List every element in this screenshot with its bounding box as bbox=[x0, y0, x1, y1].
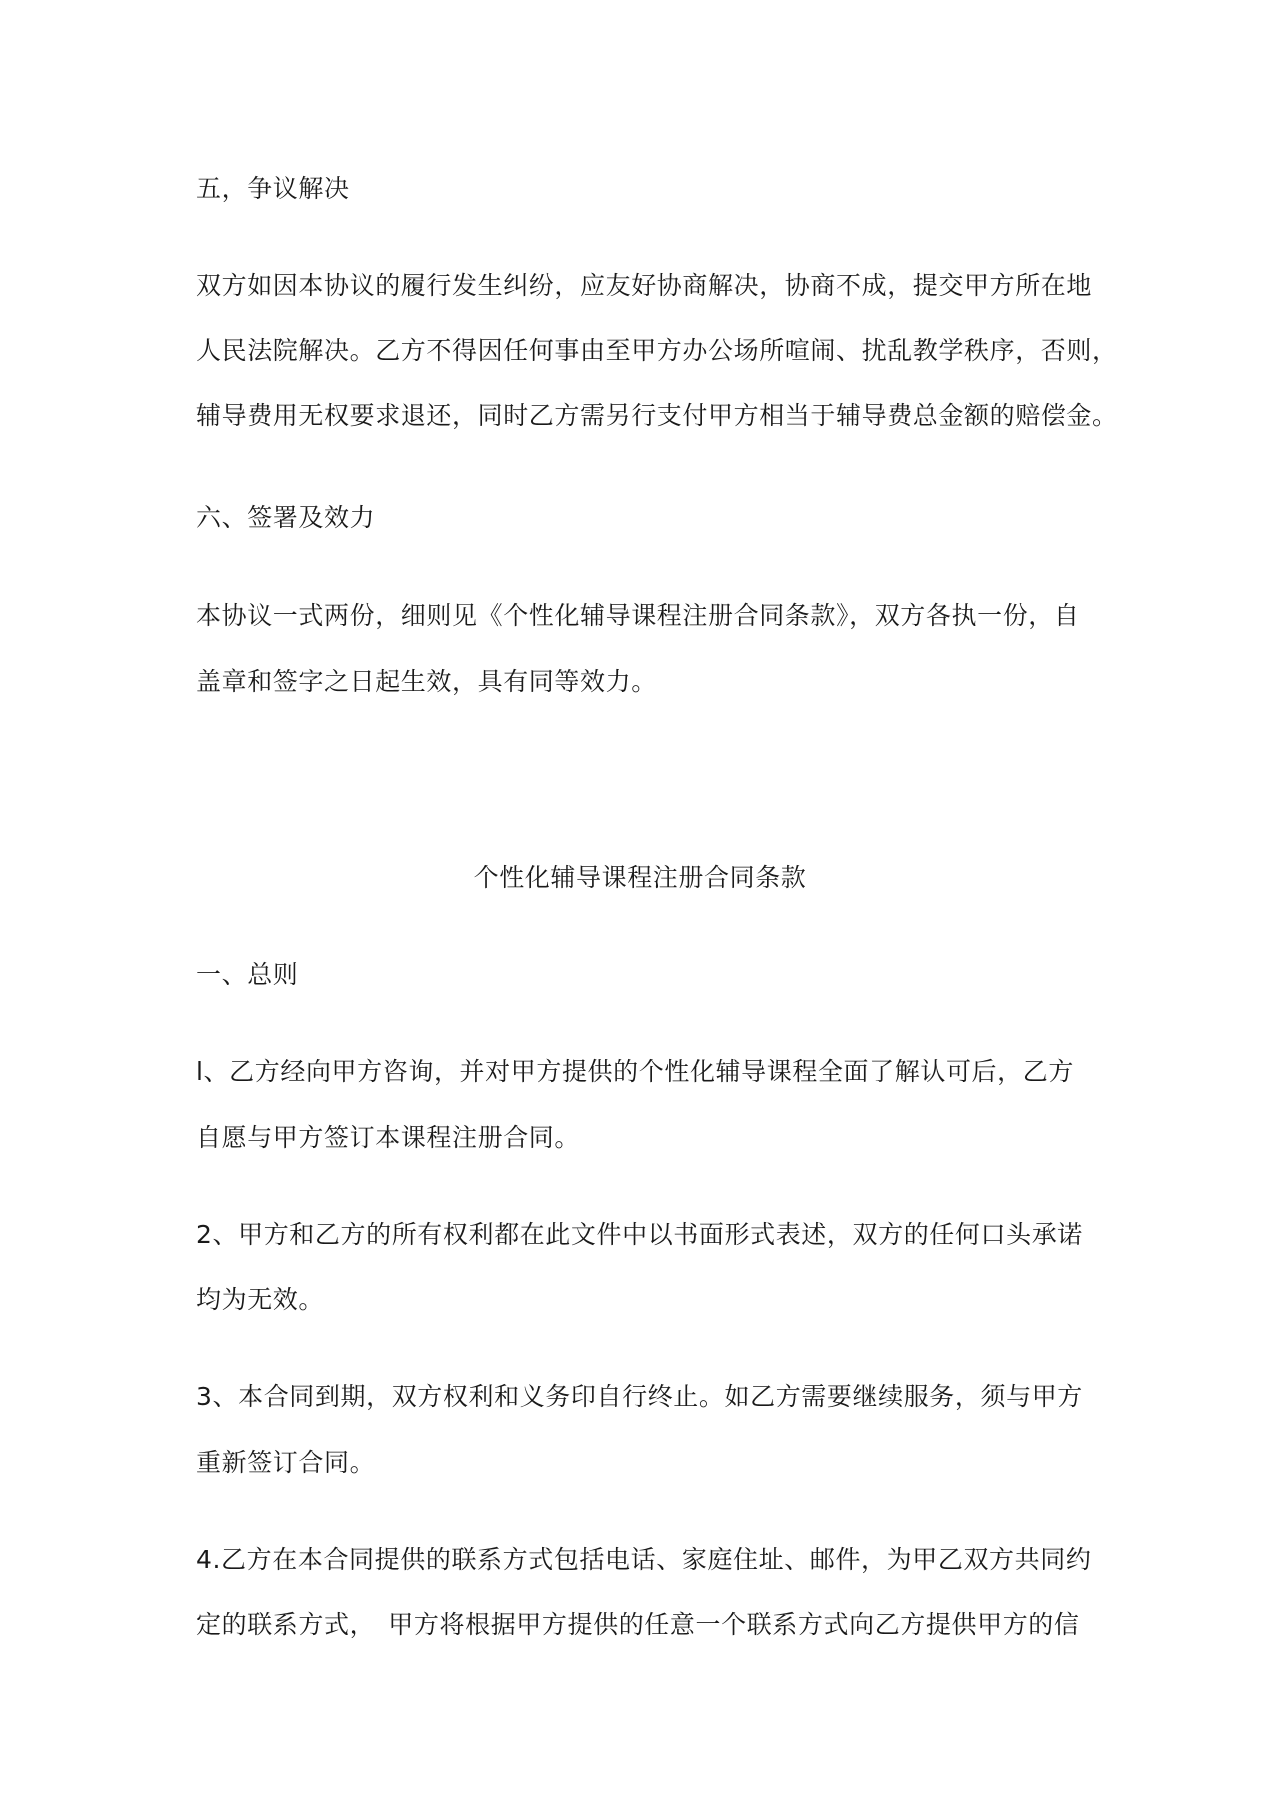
clause-2-line-2: 均为无效。 bbox=[196, 1285, 325, 1314]
section-5-heading: 五，争议解决 bbox=[196, 174, 350, 203]
section-6-line-1: 本协议一式两份，细则见《个性化辅导课程注册合同条款》，双方各执一份，自 bbox=[196, 601, 1080, 630]
section-5-line-2: 人民法院解决。乙方不得因任何事由至甲方办公场所喧闹、扰乱教学秩序，否则， bbox=[196, 336, 1118, 365]
section-5-line-3: 辅导费用无权要求退还，同时乙方需另行支付甲方相当于辅导费总金额的赔偿金。 bbox=[196, 401, 1118, 430]
clause-3-line-1: 3、本合同到期，双方权利和义务印自行终止。如乙方需要继续服务，须与甲方 bbox=[196, 1382, 1083, 1411]
clause-3-line-2: 重新签订合同。 bbox=[196, 1448, 376, 1477]
section-5-line-1: 双方如因本协议的履行发生纠纷，应友好协商解决，协商不成，提交甲方所在地 bbox=[196, 271, 1093, 300]
section-6-heading: 六、签署及效力 bbox=[196, 503, 376, 532]
clause-1-line-1: l、乙方经向甲方咨询，并对甲方提供的个性化辅导课程全面了解认可后，乙方 bbox=[196, 1057, 1074, 1086]
clause-4-line-2: 定的联系方式， 甲方将根据甲方提供的任意一个联系方式向乙方提供甲方的信 bbox=[196, 1610, 1080, 1639]
clause-4-line-1: 4.乙方在本合同提供的联系方式包括电话、家庭住址、邮件，为甲乙双方共同约 bbox=[196, 1545, 1092, 1574]
clause-1-line-2: 自愿与甲方签订本课程注册合同。 bbox=[196, 1123, 581, 1152]
general-heading: 一、总则 bbox=[196, 960, 299, 989]
clause-2-line-1: 2、甲方和乙方的所有权利都在此文件中以书面形式表述，双方的任何口头承诺 bbox=[196, 1220, 1083, 1249]
terms-title: 个性化辅导课程注册合同条款 bbox=[473, 863, 807, 892]
section-6-line-2: 盖章和签字之日起生效，具有同等效力。 bbox=[196, 667, 657, 696]
